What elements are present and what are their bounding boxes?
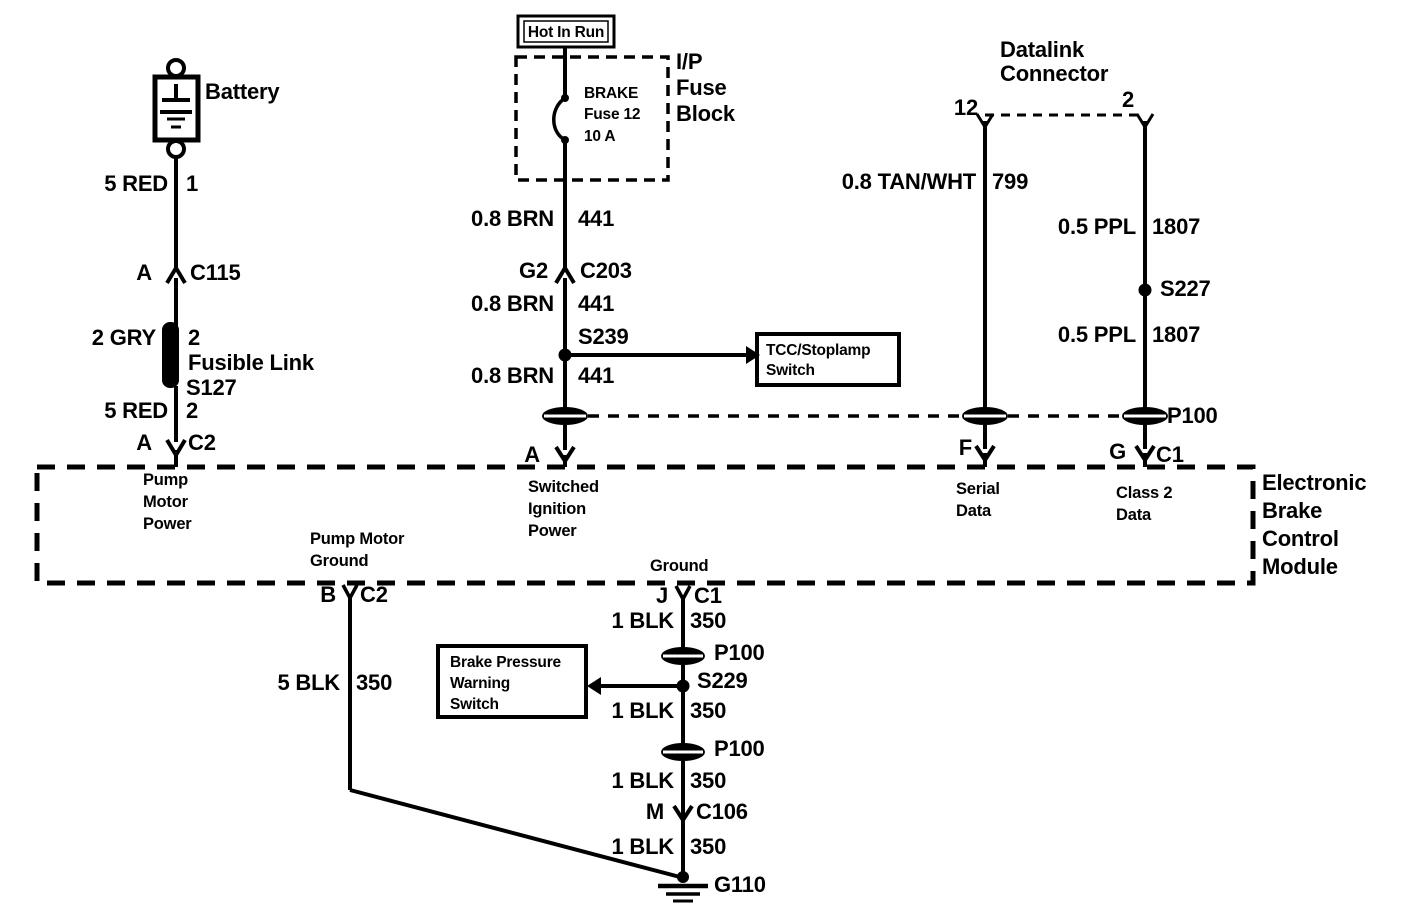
j-c1-id-label: C1 (694, 583, 722, 608)
pin-j-label: J (655, 583, 668, 608)
p100-label-a: P100 (714, 640, 765, 665)
pump-motor-power-2: Motor (143, 493, 188, 511)
wire-1807b-circuit-label: 1807 (1152, 322, 1201, 347)
battery-label: Battery (205, 79, 280, 104)
c106-pin-label: M (645, 799, 664, 824)
switched-ignition-3: Power (528, 522, 577, 540)
switched-ignition-1: Switched (528, 478, 599, 496)
p100-label-b: P100 (714, 736, 765, 761)
ebcm-name-2: Brake (1262, 498, 1323, 523)
fuse-rating-label: 10 A (584, 128, 616, 145)
wire-350c-size-label: 1 BLK (611, 768, 674, 793)
datalink-connector-symbol (977, 114, 1153, 127)
class2-data-1: Class 2 (1116, 484, 1173, 502)
s229-splice-label: S229 (697, 668, 748, 693)
serial-data-1: Serial (956, 480, 1000, 498)
fuse-name-label: BRAKE (584, 85, 639, 102)
pump-motor-power-1: Pump (143, 471, 189, 489)
fuse-block-label-1: I/P (676, 49, 703, 74)
fuse-block-label-3: Block (676, 101, 735, 126)
wire-1807a-circuit-label: 1807 (1152, 214, 1201, 239)
wire-350a-size-label: 1 BLK (611, 608, 674, 633)
pin-a-label: A (524, 442, 540, 467)
ebcm-module-outline (37, 467, 1253, 583)
pin-f-label: F (958, 435, 972, 460)
b-c2-id-label: C2 (360, 582, 388, 607)
c106-id-label: C106 (696, 799, 748, 824)
arrowhead-left-icon (587, 677, 601, 695)
hot-in-run-label: Hot In Run (527, 24, 605, 41)
fuse-block-label-2: Fuse (676, 75, 727, 100)
wire-350b-size-label: 1 BLK (611, 698, 674, 723)
fusible-size-label: 2 GRY (91, 325, 156, 350)
ebcm-name-1: Electronic (1262, 470, 1367, 495)
s239-splice-label: S239 (578, 324, 629, 349)
fusible-link-symbol (164, 324, 177, 386)
wire-5blk-size-label: 5 BLK (277, 670, 340, 695)
s227-splice-label: S227 (1160, 276, 1211, 301)
ground-label: Ground (650, 557, 709, 575)
fusible-link-label: Fusible Link (188, 350, 314, 375)
brake-pressure-label-2: Warning (450, 675, 511, 692)
tcc-switch-label-2: Switch (766, 362, 815, 379)
tcc-switch-label-1: TCC/Stoplamp (766, 342, 871, 359)
wire-441c-size-label: 0.8 BRN (471, 363, 554, 388)
battery-symbol (155, 60, 198, 157)
wire-799-size-label: 0.8 TAN/WHT (841, 169, 976, 194)
pin-g-label: G (1109, 439, 1126, 464)
fuse-element-icon (554, 98, 565, 140)
fusible-circuit-label: 2 (188, 325, 201, 350)
wire-1807b-size-label: 0.5 PPL (1057, 322, 1136, 347)
wire-441a-circuit-label: 441 (578, 206, 615, 231)
wire-441b-size-label: 0.8 BRN (471, 291, 554, 316)
pump-motor-ground-2: Ground (310, 552, 369, 570)
class2-data-2: Data (1116, 506, 1151, 524)
brake-pressure-label-1: Brake Pressure (450, 654, 561, 671)
pump-motor-power-3: Power (143, 515, 192, 533)
wire-441b-circuit-label: 441 (578, 291, 615, 316)
wire-5red2-size-label: 5 RED (104, 398, 168, 423)
datalink-title-1: Datalink (1000, 37, 1084, 62)
wire-350d-circuit-label: 350 (690, 834, 727, 859)
wire-1807a-size-label: 0.5 PPL (1057, 214, 1136, 239)
c2-pin-label: A (136, 430, 152, 455)
c115-id-label: C115 (190, 260, 241, 285)
wire-5blk-circuit-label: 350 (356, 670, 393, 695)
p100-label-right: P100 (1167, 403, 1218, 428)
serial-data-2: Data (956, 502, 991, 520)
wire-350a-circuit-label: 350 (690, 608, 727, 633)
fuse-number-label: Fuse 12 (584, 106, 641, 123)
wire-5red2-circuit-label: 2 (186, 398, 199, 423)
wire-350c-circuit-label: 350 (690, 768, 727, 793)
c203-pin-label: G2 (519, 258, 548, 283)
g110-ground-label: G110 (714, 872, 766, 897)
pump-motor-ground-1: Pump Motor (310, 530, 405, 548)
wire-5red1-circuit-label: 1 (186, 171, 199, 196)
wire-799-circuit-label: 799 (992, 169, 1029, 194)
ebcm-name-4: Module (1262, 554, 1338, 579)
wire-441c-circuit-label: 441 (578, 363, 615, 388)
datalink-pin2-label: 2 (1122, 87, 1135, 112)
s127-splice-label: S127 (186, 375, 237, 400)
c1-id-label: C1 (1156, 442, 1184, 467)
wire-350b-circuit-label: 350 (690, 698, 727, 723)
datalink-title-2: Connector (1000, 61, 1109, 86)
wire-5red1-size-label: 5 RED (104, 171, 168, 196)
ebcm-name-3: Control (1262, 526, 1339, 551)
switched-ignition-2: Ignition (528, 500, 586, 518)
c203-id-label: C203 (580, 258, 632, 283)
pin-b-label: B (320, 582, 336, 607)
splice-s227-dot (1139, 284, 1152, 297)
connector-j-y-icon (676, 586, 690, 599)
datalink-pin12-label: 12 (953, 95, 978, 120)
g110-ground-icon (658, 886, 708, 901)
c2-id-label: C2 (188, 430, 216, 455)
brake-pressure-label-3: Switch (450, 696, 499, 713)
connector-b-y-icon (343, 585, 357, 598)
wire-441a-size-label: 0.8 BRN (471, 206, 554, 231)
wire-350d-size-label: 1 BLK (611, 834, 674, 859)
c115-pin-label: A (136, 260, 152, 285)
ground-junction-dot (677, 871, 689, 883)
